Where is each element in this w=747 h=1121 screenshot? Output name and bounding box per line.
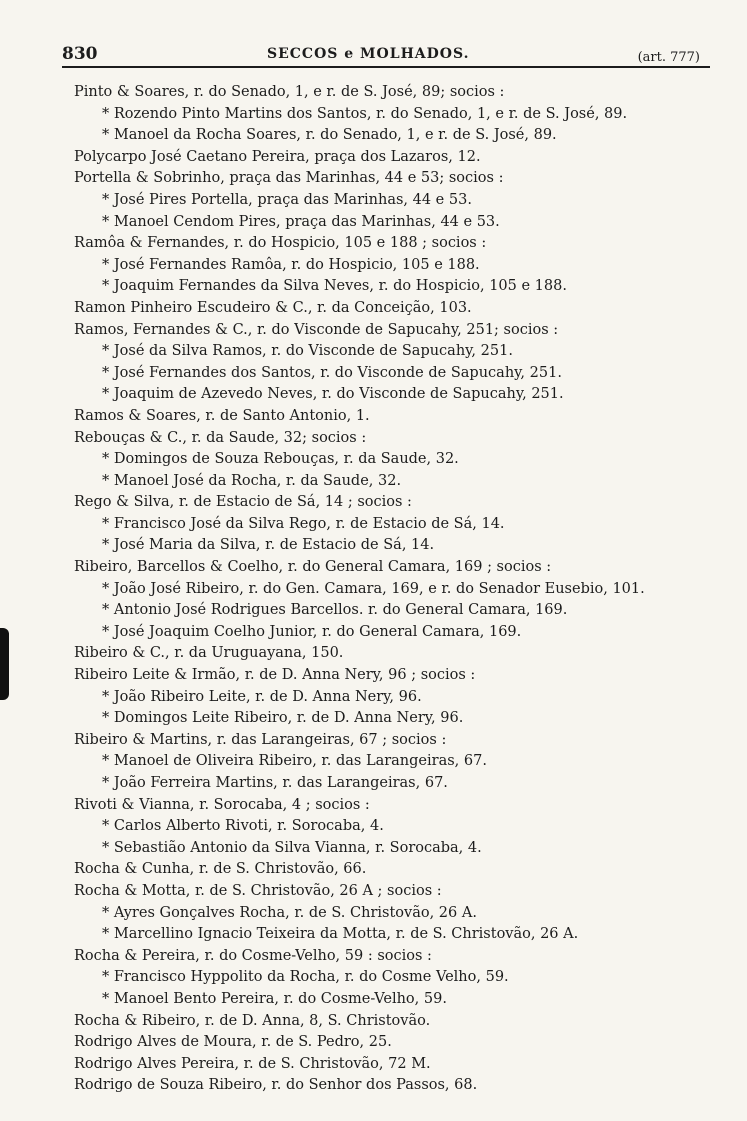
- directory-entries: [74, 82, 714, 1097]
- page-edge-mark: [0, 628, 9, 700]
- firm-entry: Ramos & Soares, r. de Santo Antonio, 1.: [74, 407, 370, 424]
- partner-entry: * Francisco José da Silva Rego, r. de Estacio de Sá, 14.: [102, 515, 505, 532]
- partner-entry: * Domingos Leite Ribeiro, r. de D. Anna Nery, 96.: [102, 710, 464, 727]
- partner-entry: * Francisco Hyppolito da Rocha, r. do Cosme Velho, 59.: [102, 969, 509, 986]
- firm-entry: Rivoti & Vianna, r. Sorocaba, 4 ; socios :: [74, 796, 370, 813]
- firm-entry: Ribeiro & Martins, r. das Larangeiras, 67 ; socios :: [74, 731, 447, 748]
- firm-entry: Pinto & Soares, r. do Senado, 1, e r. de S. José, 89; socios :: [74, 84, 505, 100]
- partner-entry: * Domingos de Souza Rebouças, r. da Saude, 32.: [102, 451, 459, 468]
- firm-entry: Ribeiro Leite & Irmão, r. de D. Anna Nery, 96 ; socios :: [74, 667, 476, 684]
- firm-entry: Ramôa & Fernandes, r. do Hospicio, 105 e 188 ; socios :: [74, 235, 487, 252]
- partner-entry: * José Maria da Silva, r. de Estacio de Sá, 14.: [102, 537, 435, 554]
- partner-entry: * Manoel Cendom Pires, praça das Marinhas, 44 e 53.: [102, 213, 500, 230]
- partner-entry: * João Ribeiro Leite, r. de D. Anna Nery, 96.: [102, 688, 422, 705]
- firm-entry: Rodrigo Alves Pereira, r. de S. Christovão, 72 M.: [74, 1055, 431, 1072]
- firm-entry: Ribeiro & C., r. da Uruguayana, 150.: [74, 645, 344, 662]
- firm-entry: Rocha & Motta, r. de S. Christovão, 26 A ; socios :: [74, 882, 442, 899]
- header-rule: [62, 66, 710, 68]
- firm-entry: Polycarpo José Caetano Pereira, praça dos Lazaros, 12.: [74, 148, 481, 165]
- partner-entry: * Joaquim Fernandes da Silva Neves, r. do Hospicio, 105 e 188.: [102, 278, 567, 295]
- page-title: SECCOS e MOLHADOS.: [267, 46, 470, 62]
- partner-entry: * Manoel Bento Pereira, r. do Cosme-Velho, 59.: [102, 990, 447, 1007]
- page-number: 830: [62, 44, 98, 64]
- page-header: [62, 40, 712, 68]
- firm-entry: Rocha & Pereira, r. do Cosme-Velho, 59 : socios :: [74, 947, 432, 964]
- firm-entry: Rocha & Cunha, r. de S. Christovão, 66.: [74, 861, 367, 878]
- partner-entry: * João José Ribeiro, r. do Gen. Camara, 169, e r. do Senador Eusebio, 101.: [102, 580, 645, 597]
- partner-entry: * Antonio José Rodrigues Barcellos. r. do General Camara, 169.: [102, 602, 568, 619]
- article-reference: (art. 777): [637, 50, 700, 65]
- partner-entry: * Marcellino Ignacio Teixeira da Motta, r. de S. Christovão, 26 A.: [102, 926, 579, 943]
- firm-entry: Ramos, Fernandes & C., r. do Visconde de Sapucahy, 251; socios :: [74, 321, 559, 338]
- partner-entry: * Rozendo Pinto Martins dos Santos, r. do Senado, 1, e r. de S. José, 89.: [102, 105, 628, 122]
- firm-entry: Rodrigo de Souza Ribeiro, r. do Senhor dos Passos, 68.: [74, 1077, 478, 1094]
- partner-entry: * João Ferreira Martins, r. das Larangeiras, 67.: [102, 775, 448, 791]
- partner-entry: * Sebastião Antonio da Silva Vianna, r. Sorocaba, 4.: [102, 839, 482, 856]
- partner-entry: * José Pires Portella, praça das Marinhas, 44 e 53.: [102, 191, 472, 208]
- partner-entry: * Carlos Alberto Rivoti, r. Sorocaba, 4.: [102, 818, 384, 835]
- partner-entry: * Ayres Gonçalves Rocha, r. de S. Christovão, 26 A.: [102, 904, 477, 921]
- firm-entry: Rocha & Ribeiro, r. de D. Anna, 8, S. Christovão.: [74, 1012, 431, 1029]
- firm-entry: Ribeiro, Barcellos & Coelho, r. do General Camara, 169 ; socios :: [74, 559, 552, 576]
- firm-entry: Portella & Sobrinho, praça das Marinhas, 44 e 53; socios :: [74, 170, 504, 187]
- partner-entry: * José Fernandes Ramôa, r. do Hospicio, 105 e 188.: [102, 256, 480, 273]
- firm-entry: Rego & Silva, r. de Estacio de Sá, 14 ; socios :: [74, 494, 412, 511]
- firm-entry: Ramon Pinheiro Escudeiro & C., r. da Conceição, 103.: [74, 299, 472, 316]
- firm-entry: Rebouças & C., r. da Saude, 32; socios :: [74, 429, 367, 446]
- partner-entry: * José Fernandes dos Santos, r. do Visconde de Sapucahy, 251.: [102, 364, 562, 381]
- partner-entry: * José Joaquim Coelho Junior, r. do General Camara, 169.: [102, 623, 522, 640]
- partner-entry: * José da Silva Ramos, r. do Visconde de Sapucahy, 251.: [102, 343, 513, 360]
- partner-entry: * Manoel da Rocha Soares, r. do Senado, 1, e r. de S. José, 89.: [102, 127, 557, 144]
- partner-entry: * Manoel José da Rocha, r. da Saude, 32.: [102, 472, 402, 489]
- firm-entry: Rodrigo Alves de Moura, r. de S. Pedro, 25.: [74, 1034, 392, 1051]
- partner-entry: * Joaquim de Azevedo Neves, r. do Visconde de Sapucahy, 251.: [102, 386, 564, 403]
- partner-entry: * Manoel de Oliveira Ribeiro, r. das Larangeiras, 67.: [102, 753, 487, 770]
